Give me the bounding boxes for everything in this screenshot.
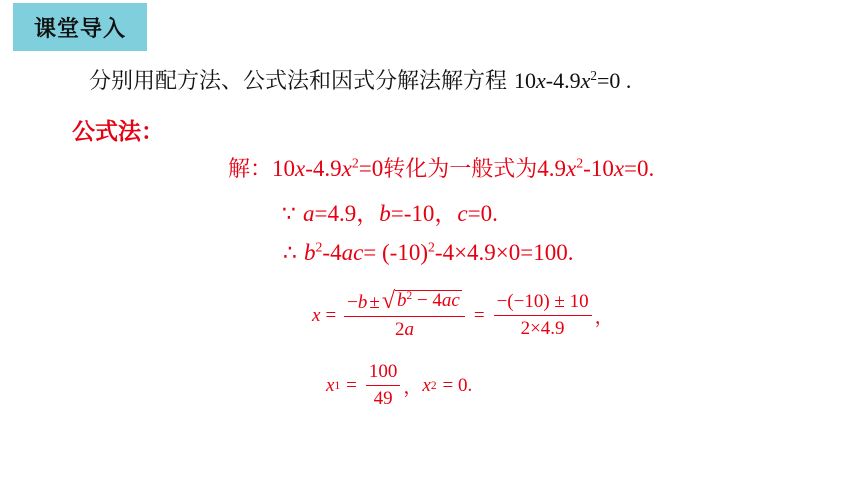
problem-text: 分别用配方法、公式法和因式分解法解方程 — [89, 69, 508, 94]
solution-line: 解：$10x-4.9x^2=0$转化为一般式为$4.9x^2-10x=0$. — [228, 155, 655, 182]
therefore-symbol: ∴ — [283, 241, 297, 266]
problem-statement — [89, 64, 631, 95]
formula-fraction-general: −b ± √ $b^2 - 4ac$ 2a — [344, 290, 465, 341]
method-title: 公式法： — [72, 119, 164, 145]
because-symbol: ∵ — [282, 202, 296, 227]
therefore-line: ∴ $b^2-4ac= (-10)^2-4\times 4.9\times 0=100$. — [283, 239, 574, 266]
root-fraction: $\frac{100}{49}$ — [366, 361, 401, 410]
section-tag-label: 课堂导入 — [33, 16, 126, 42]
section-tag — [13, 3, 147, 51]
sqrt-sign: √ $b^2 - 4ac$ — [381, 288, 460, 314]
because-line: ∵ a=4.9，b=-10，c=0. — [282, 201, 498, 227]
problem-equation: $10x-4.9x^2=0$ . — [514, 68, 632, 93]
quadratic-formula: x = −b ± √ $b^2 - 4ac$ 2a = $\frac{-(-10) \pm 10}{2\times 4.9}$ ， — [312, 288, 614, 340]
roots-line: x 1 = $\frac{100}{49}$ ， x 2 = 0. — [326, 361, 473, 409]
formula-fraction-values: $\frac{-(-10) \pm 10}{2\times 4.9}$ — [494, 291, 592, 340]
